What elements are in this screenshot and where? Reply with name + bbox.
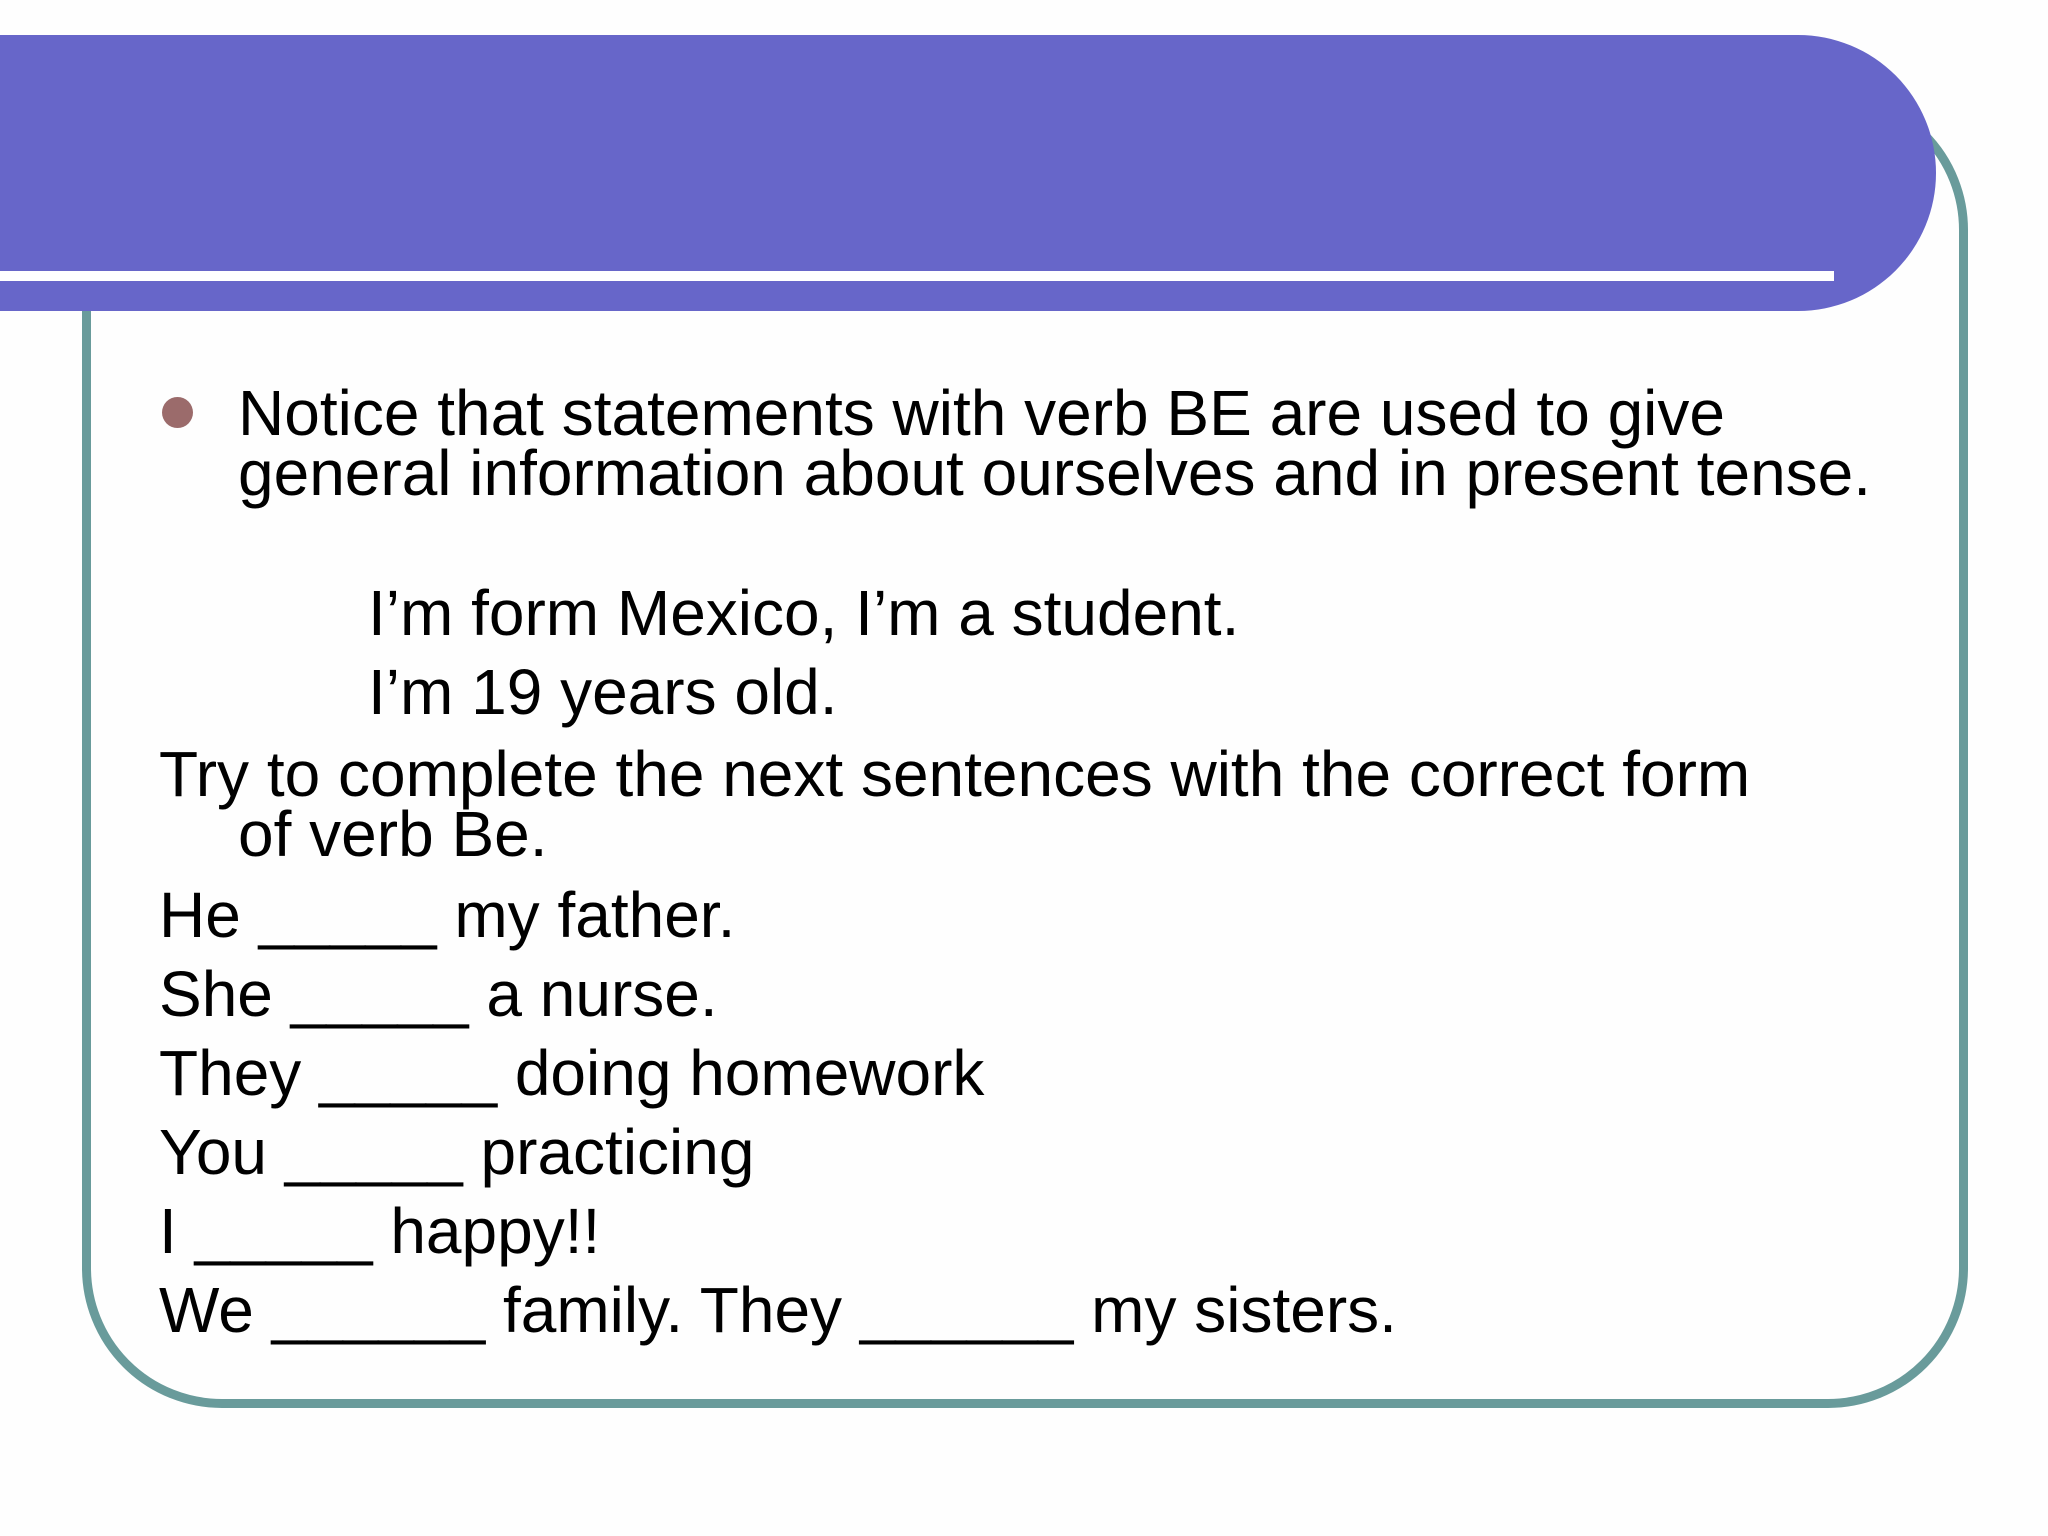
instruction-paragraph [159, 738, 1919, 870]
exercise-sentence: She _____ a nurse. [159, 958, 718, 1030]
exercise-sentence: You _____ practicing [159, 1116, 755, 1188]
exercise-sentence: They _____ doing homework [159, 1037, 985, 1109]
instruction-line: of verb Be. [238, 798, 548, 870]
instruction-line: Try to complete the next sentences with the correct form [159, 738, 1751, 810]
exercise-sentence: He _____ my father. [159, 879, 736, 951]
exercise-sentence: We ______ family. They ______ my sisters. [159, 1274, 1397, 1346]
example-sentence: I’m 19 years old. [368, 656, 838, 728]
intro-paragraph: Notice that statements with verb BE are used to give general information about ourselves and in present tense. [238, 377, 1872, 509]
exercise-sentence: I _____ happy!! [159, 1195, 601, 1267]
bullet-icon [162, 397, 193, 428]
example-sentence: I’m form Mexico, I’m a student. [368, 577, 1240, 649]
